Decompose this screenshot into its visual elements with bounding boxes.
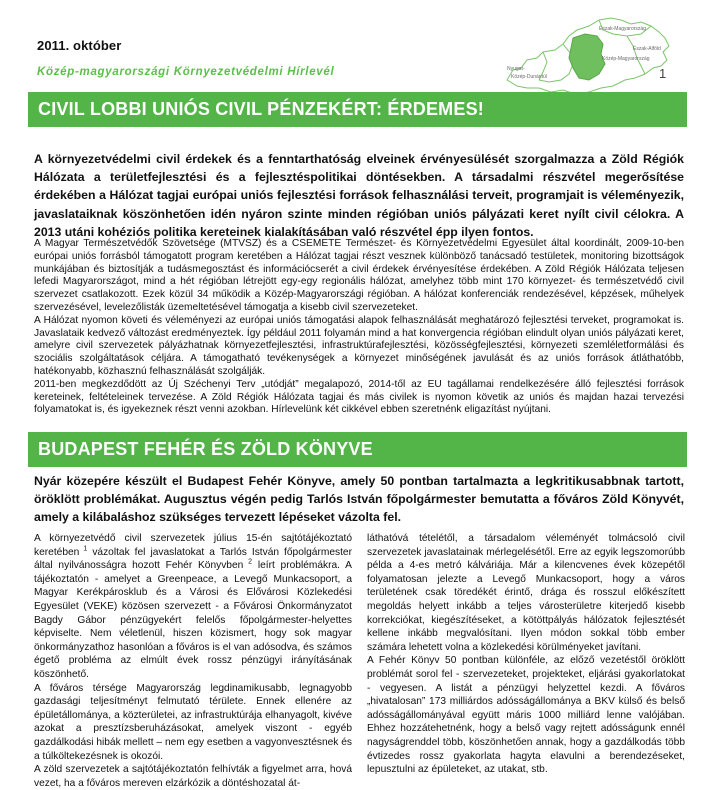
article1-body [34, 238, 684, 417]
article2-paragraph: A Fehér Könyv 50 pontban különféle, az előző vezetéstől öröklött problémát sorol fel - szervezeteket, projekteket, eljárási gyakorlatokat - vegyesen. A listát a pénzügyi helyzettel kezdi. A főváros „hivatalosan” 173 milliárdos adósságállománya a BKV külső és belső adósságállományával együtt máris 1000 milliárd lenne valójában. Ehhez hozzátehetnénk, hogy a belső vagy rejtett adósságunk ennél nagyságrenddel több, köszönhetően annak, hogy a gazdálkodás több évtizedes rossz gyakorlata hagyta elavulni a berendezéseket, lepusztulni az épületeket, az utakat, stb. [367, 655, 685, 776]
text-span: vázoltak fel javaslatokat a Tarlós István főpolgármester által nyilvánosságra hozott Fehér Könyvben [34, 546, 352, 572]
text-span: leírt problémákra. A tájékoztatón - amelyet a Greenpeace, a Levegő Munkacsoport, a Magyar Kerékpárosklub és a Városi és Elővárosi Közlekedési Egyesület (VEKE) közösen szervezett - a Fővárosi Önkormányzatot Bagdy Gábor pénzügyekért felelős főpolgármester-helyettes képviselte. Nem véletlenül, hiszen közismert, hogy sok magyar önkormányzathoz hasonlóan a főváros is el van adósodva, és számos égető probléma az elmúlt évek rossz pénzügyi irányításának köszönhető. [34, 560, 352, 680]
article2-paragraph: láthatóvá tételétől, a társadalom véleményét tolmácsoló civil szervezetek javaslatainak mérlegelésétől. Erre az egyik legszomorúbb példa a 4-es metró kálváriája. Már a kilencvenes évek közepétől folyamatosan jelezte a Levegő Munkacsoport, hogy a város területének csak töredékét érintő, drága és rosszul előkészített megoldás helyett inkább a teljes városterületre kiterjedő kisebb korrekciókat, kiegészítéseket, a kötöttpályás hálózatok fejlesztését kellene inkább megvalósítani. Ilyen módon sokkal több ember számára lehetett volna a közlekedési körülményeket javítani. [367, 533, 685, 653]
article1-title-banner [28, 92, 687, 127]
article2-lead: Nyár közepére készült el Budapest Fehér Könyve, amely 50 pontban tartalmazta a legkritikusabbnak tartott, öröklött problémákat. Augusztus végén pedig Tarlós István főpolgármester bemutatta a főváros Zöld Könyvét, amely a kilábaláshoz szükséges tervezett lépéseket vázolta fel. [34, 474, 684, 525]
central-region-highlight [569, 34, 605, 80]
article2-title-banner [28, 432, 687, 467]
region-map [503, 8, 675, 100]
map-label-north: Észak-Magyarország [599, 26, 646, 32]
map-label-alfold: Észak-Alföld [633, 46, 661, 52]
newsletter-header [0, 0, 709, 92]
map-label-west: Nyugat- [507, 66, 525, 72]
map-label-kozep-dunantul: Közép-Dunántúl [511, 74, 547, 80]
page-number: 1 [659, 66, 667, 81]
text-span: A környezetvédő civil szervezetek július 15-én sajtótájékoztató keretében [34, 533, 352, 558]
article1-paragraph: A Hálózat nyomon követi és véleményezi az európai uniós támogatási alapok felhasználását meghatározó fejlesztési terveket, programokat is. Javaslataik kedvező változást eredményeztek. Így például 2011 folyamán mind a hat konvergencia régióban elindult olyan uniós pályázati keret, amelyre civil szervezetek pályázhatnak környezetfejlesztési, infrastruktúrafejlesztési, közösségfejlesztési, környezeti szemléletformálási és szociális szolgáltatások céljára. A támogatható tevékenységek a környezet minőségének javulását és az uniós források átláthatóbb, hatékonyabb, közhasznú felhasználását szolgálják. [34, 314, 684, 377]
footnote-ref[interactable]: 1 [83, 545, 88, 553]
article1-paragraph: 2011-ben megkezdődött az Új Széchenyi Terv „utódját” megalapozó, 2014-től az EU tagállamai rendelkezésére álló fejlesztési források kereteinek, feltételeinek tervezése. A Zöld Régiók Hálózata tagjai és más civilek is nyomon követik az uniós és majdan hazai tervezési folyamatokat is, és igyekeznek részt venni azokban. Hírlevelünk két cikkével ebben szeretnénk eligazítást nyújtani. [34, 378, 684, 416]
article1-title: CIVIL LOBBI UNIÓS CIVIL PÉNZEKÉRT: ÉRDEMES! [38, 99, 484, 119]
article2-left-column [34, 532, 352, 790]
footnote-ref[interactable]: 2 [248, 558, 253, 566]
article2-right-column [367, 532, 685, 777]
newsletter-subtitle: Közép-magyarországi Környezetvédelmi Hírlevél [37, 66, 335, 78]
issue-date: 2011. október [37, 38, 122, 53]
article2-paragraph: A zöld szervezetek a sajtótájékoztatón felhívták a figyelmet arra, hová vezet, ha a főváros mereven elzárkózik a döntéshozatal át- [34, 764, 352, 789]
article2-title: BUDAPEST FEHÉR ÉS ZÖLD KÖNYVE [38, 439, 373, 459]
article1-lead: A környezetvédelmi civil érdekek és a fenntarthatóság elveinek érvényesülését szorgalmazza a Zöld Régiók Hálózata a területfejlesztési és a fejlesztéspolitikai döntésekben. A társadalmi részvétel megerősítése érdekében a Hálózat tagjai európai uniós fejlesztési források felhasználási terveit, programjait is véleményezik, javaslataiknak köszönhetően idén nyáron szinte minden régióban uniós pályázati keret nyílt civil célokra. A 2013 utáni kohéziós politika kereteinek kialakításában való részvétel épp ilyen fontos. [34, 152, 684, 239]
article2-paragraph [34, 532, 352, 682]
map-label-central: Közép-Magyarország [602, 56, 650, 62]
article2-paragraph: A főváros térsége Magyarország legdinamikusabb, legnagyobb gazdasági teljesítményt felmutató térülete. Ennek ellenére az épületállománya, a közterületei, az infrastruktúrája elhanyagolt, kivéve azokat a presztízsberuházásokat, amelyek viszont - egyéb gazdálkodási hibák mellett – nem egy esetben a vagyonvesztésnek és a túlköltekezésnek is okozói. [34, 682, 352, 762]
article1-paragraph: A Magyar Természetvédők Szövetsége (MTVSZ) és a CSEMETE Természet- és Környezetvédelmi Egyesület által koordinált, 2009-10-ben európai uniós forrásból támogatott program keretében a Hálózat tagjai részt vesznek különböző tanácsadó testületek, monitoring bizottságok munkájában és biztosítják a tudásmegosztást és információcserét a civil érdekek érvényesítése érdekében. A Zöld Régiók Hálózata teljesen lefedi Magyarországot, mind a hét régióban létrejött egy-egy regionális hálózat, amelyhez több mint 170 környezet- és természetvédő civil szervezet csatlakozott. Ezek közül 34 működik a Közép-Magyarországi régióban. A hálózat konferenciák rendezésével, képzések, műhelyek szervezésével, levelezőlisták üzemeltetésével támogatja a kisebb civil szervezeteket. [34, 238, 684, 313]
